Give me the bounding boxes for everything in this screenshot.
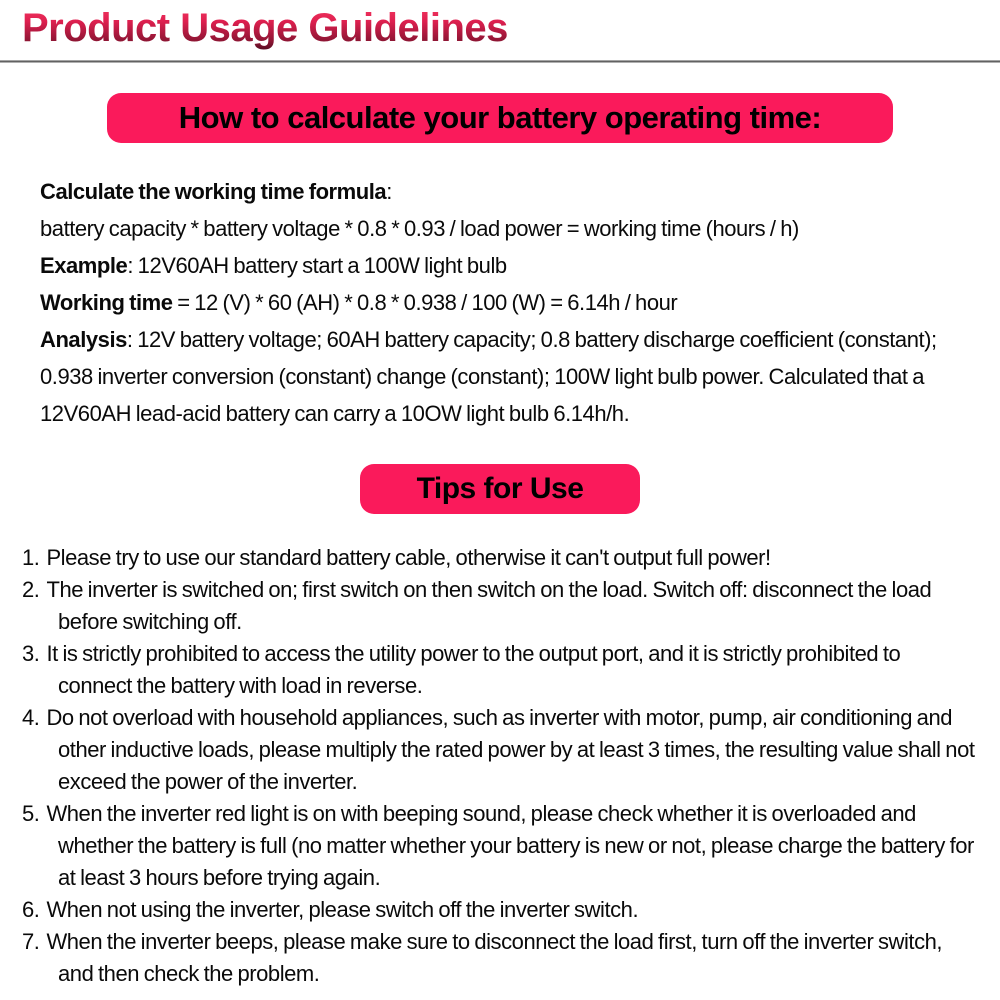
calc-line-example: Example: 12V60AH battery start a 100W light bulb <box>40 253 507 278</box>
tip-number: 5. <box>22 801 40 826</box>
tip-text: It is strictly prohibited to access the utility power to the output port, and it is strictly prohibited to connect the battery with load in reverse. <box>46 641 901 698</box>
tip-item <box>22 638 976 702</box>
calc-line-formula-label: Calculate the working time formula: <box>40 179 392 204</box>
tip-text: When the inverter red light is on with beeping sound, please check whether it is overloaded and whether the battery is full (no matter whether your battery is new or not, please charge the battery for at least 3 hours before trying again. <box>46 801 974 890</box>
calc-section-body <box>40 173 970 432</box>
tip-item <box>22 574 976 638</box>
tip-number: 1. <box>22 545 40 570</box>
tip-item <box>22 542 976 574</box>
tips-list <box>22 542 976 990</box>
calc-line-example-lead: Example <box>40 253 128 278</box>
calc-line-analysis-lead: Analysis <box>40 327 127 352</box>
calc-line-working-time-lead: Working time <box>40 290 173 315</box>
calc-line-formula-label-lead: Calculate the working time formula <box>40 179 387 204</box>
tip-item <box>22 702 976 798</box>
tip-text: When not using the inverter, please switch off the inverter switch. <box>46 897 639 922</box>
tip-item <box>22 894 976 926</box>
calc-line-formula: battery capacity * battery voltage * 0.8 * 0.93 / load power = working time (hours / h) <box>40 216 799 241</box>
tip-number: 4. <box>22 705 40 730</box>
calc-section-banner: How to calculate your battery operating time: <box>107 93 893 143</box>
tip-number: 2. <box>22 577 40 602</box>
title-divider <box>0 60 1000 63</box>
tip-item <box>22 926 976 990</box>
tip-number: 3. <box>22 641 40 666</box>
tip-text: The inverter is switched on; first switch on then switch on the load. Switch off: disconnect the load before switching off. <box>46 577 932 634</box>
tip-text: When the inverter beeps, please make sure to disconnect the load first, turn off the inverter switch, and then check the problem. <box>46 929 943 986</box>
calc-line-working-time: Working time = 12 (V) * 60 (AH) * 0.8 * 0.938 / 100 (W) = 6.14h / hour <box>40 290 678 315</box>
tip-number: 6. <box>22 897 40 922</box>
tips-section-banner: Tips for Use <box>360 464 640 514</box>
page-title: Product Usage Guidelines <box>22 6 508 50</box>
calc-line-analysis: Analysis: 12V battery voltage; 60AH battery capacity; 0.8 battery discharge coefficient (constant); 0.938 inverter conversion (constant) change (constant); 100W light bulb power. Calculated that a 12V60AH lead-acid battery can carry a 10OW light bulb 6.14h/h. <box>40 327 937 426</box>
tip-item <box>22 798 976 894</box>
tip-text: Do not overload with household appliances, such as inverter with motor, pump, air conditioning and other inductive loads, please multiply the rated power by at least 3 times, the resulting value shall not exceed the power of the inverter. <box>46 705 975 794</box>
tip-text: Please try to use our standard battery cable, otherwise it can't output full power! <box>46 545 771 570</box>
tip-number: 7. <box>22 929 40 954</box>
